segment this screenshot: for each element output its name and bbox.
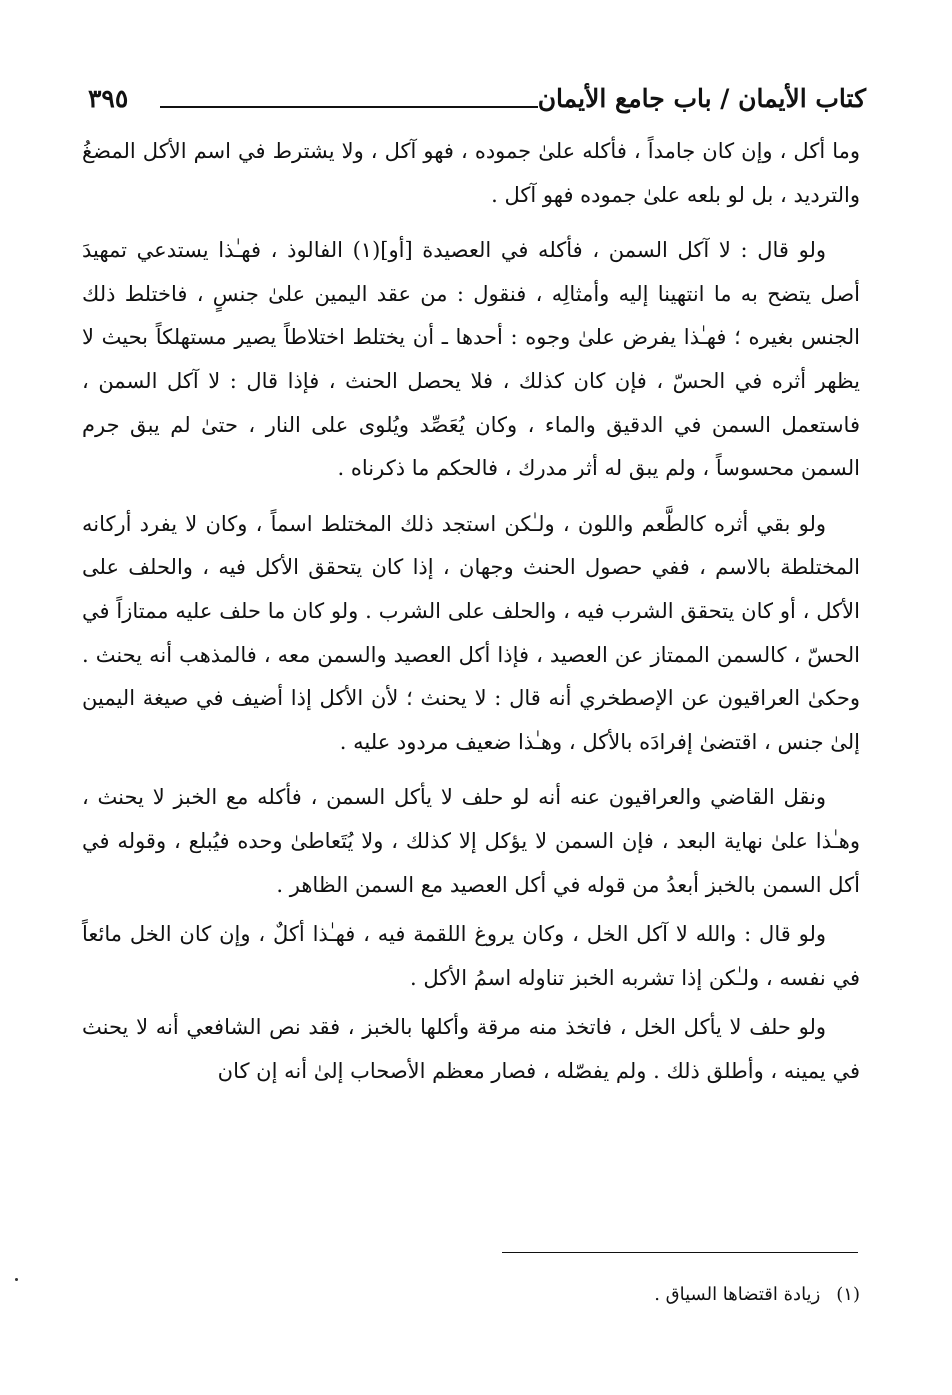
paragraph: ولو حلف لا يأكل الخل ، فاتخذ منه مرقة وأكلها بالخبز ، فقد نص الشافعي أنه لا يحنث في يمينه ، وأطلق ذلك . ولم يفصّله ، فصار معظم الأصحاب إلىٰ أنه إن كان <box>82 1015 860 1083</box>
main-text <box>82 130 860 1093</box>
paragraph: ونقل القاضي والعراقيون عنه أنه لو حلف لا يأكل السمن ، فأكله مع الخبز لا يحنث ، وهـٰذا علىٰ نهاية البعد ، فإن السمن لا يؤكل إلا كذلك ، ولا يُتَعاطىٰ وحده فيُبلع ، وقوله في أكل السمن بالخبز أبعدُ من قوله في أكل العصيد مع السمن الظاهر . <box>82 785 860 897</box>
paragraph: ولو بقي أثره كالطَّعم واللون ، ولـٰكن استجد ذلك المختلط اسماً ، وكان لا يفرد أركانه المختلطة بالاسم ، ففي حصول الحنث وجهان ، إذا كان يتحقق الأكل فيه ، والحلف على الأكل ، أو كان يتحقق الشرب فيه ، والحلف على الشرب . ولو كان ما حلف عليه ممتازاً في الحسّ ، كالسمن الممتاز عن العصيد ، فإذا أكل العصيد والسمن معه ، فالمذهب أنه يحنث . وحكىٰ العراقيون عن الإصطخري أنه قال : لا يحنث ؛ لأن الأكل إذا أضيف في صيغة اليمين إلىٰ جنس ، اقتضىٰ إفرادَه بالأكل ، وهـٰذا ضعيف مردود عليه . <box>82 511 860 754</box>
header-rule <box>160 106 538 108</box>
paragraph: ولو قال : والله لا آكل الخل ، وكان يروغ اللقمة فيه ، فهـٰذا أكلٌ ، وإن كان الخل مائعاً في نفسه ، ولـٰكن إذا تشربه الخبز تناوله اسمُ الأكل . <box>82 922 860 990</box>
running-title: كتاب الأيمان / باب جامع الأيمان <box>537 84 866 113</box>
footnote-text: زيادة اقتضاها السياق . <box>654 1284 821 1305</box>
paragraph: وما أكل ، وإن كان جامداً ، فأكله علىٰ جموده ، فهو آكل ، ولا يشترط في اسم الأكل المضغُ والترديد ، بل لو بلعه علىٰ جموده فهو آكل . <box>82 139 860 207</box>
footnote-number: (١) <box>836 1284 860 1305</box>
footnote <box>654 1284 860 1305</box>
page-header <box>88 84 866 124</box>
footnote-separator <box>502 1252 858 1253</box>
page-number: ٣٩٥ <box>88 84 129 113</box>
scan-speck <box>15 1278 18 1281</box>
paragraph: ولو قال : لا آكل السمن ، فأكله في العصيدة [أو](١) الفالوذ ، فهـٰذا يستدعي تمهيدَ أصل يتضح به ما انتهينا إليه وأمثالِه ، فنقول : من عقد اليمين علىٰ جنسٍ ، فاختلط ذلك الجنس بغيره ؛ فهـٰذا يفرض علىٰ وجوه : أحدها ـ أن يختلط اختلاطاً يصير مستهلكاً بحيث لا يظهر أثره في الحسّ ، فإن كان كذلك ، فلا يحصل الحنث ، فإذا قال : لا آكل السمن ، فاستعمل السمن في الدقيق والماء ، وكان يُعَصِّد ويُلوى على النار ، حتىٰ لم يبق جرم السمن محسوساً ، ولم يبق له أثر مدرك ، فالحكم ما ذكرناه . <box>82 238 860 481</box>
